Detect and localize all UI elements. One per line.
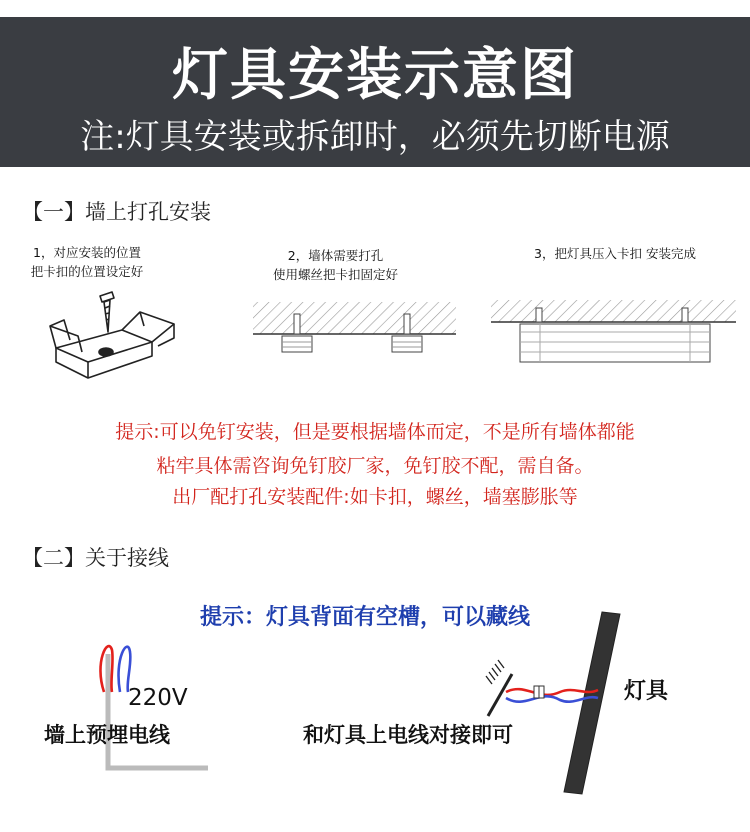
header-banner — [0, 17, 750, 167]
step3-text — [500, 244, 730, 263]
wall-wire-label: 墙上预埋电线 — [44, 723, 170, 747]
fixture-label: 灯具 — [624, 679, 669, 704]
step1-text — [12, 243, 162, 281]
page-title: 灯具安装示意图 — [172, 43, 578, 108]
fixture-installed-illustration — [490, 296, 737, 370]
step1-line2: 把卡扣的位置设定好 — [30, 264, 144, 279]
safety-note: 注:灯具安装或拆卸时，必须先切断电源 — [80, 117, 670, 157]
install-tip-line3: 出厂配打孔安装配件:如卡扣，螺丝，墙塞膨胀等 — [172, 486, 578, 508]
step2-line2: 使用螺丝把卡扣固定好 — [272, 267, 398, 282]
wall-screw-illustration — [252, 296, 457, 358]
step1-line1: 1，对应安装的位置 — [33, 245, 141, 260]
install-tip-line1: 提示:可以免钉安装，但是要根据墙体而定，不是所有墙体都能 — [115, 421, 635, 443]
connect-label: 和灯具上电线对接即可 — [303, 723, 513, 747]
voltage-label: 220V — [128, 685, 188, 711]
section1-title: 【一】墙上打孔安装 — [22, 200, 211, 224]
clip-screw-illustration — [48, 290, 180, 385]
install-tip-line2: 粘牢具体需咨询免钉胶厂家，免钉胶不配，需自备。 — [156, 455, 594, 477]
wiring-tip: 提示：灯具背面有空槽，可以藏线 — [199, 605, 530, 630]
fixture-connection-illustration — [470, 600, 645, 800]
step3-line1: 3，把灯具压入卡扣 安装完成 — [534, 246, 696, 261]
section2-title: 【二】关于接线 — [22, 546, 169, 570]
step2-text — [248, 246, 423, 284]
step2-line1: 2，墙体需要打孔 — [287, 248, 384, 263]
